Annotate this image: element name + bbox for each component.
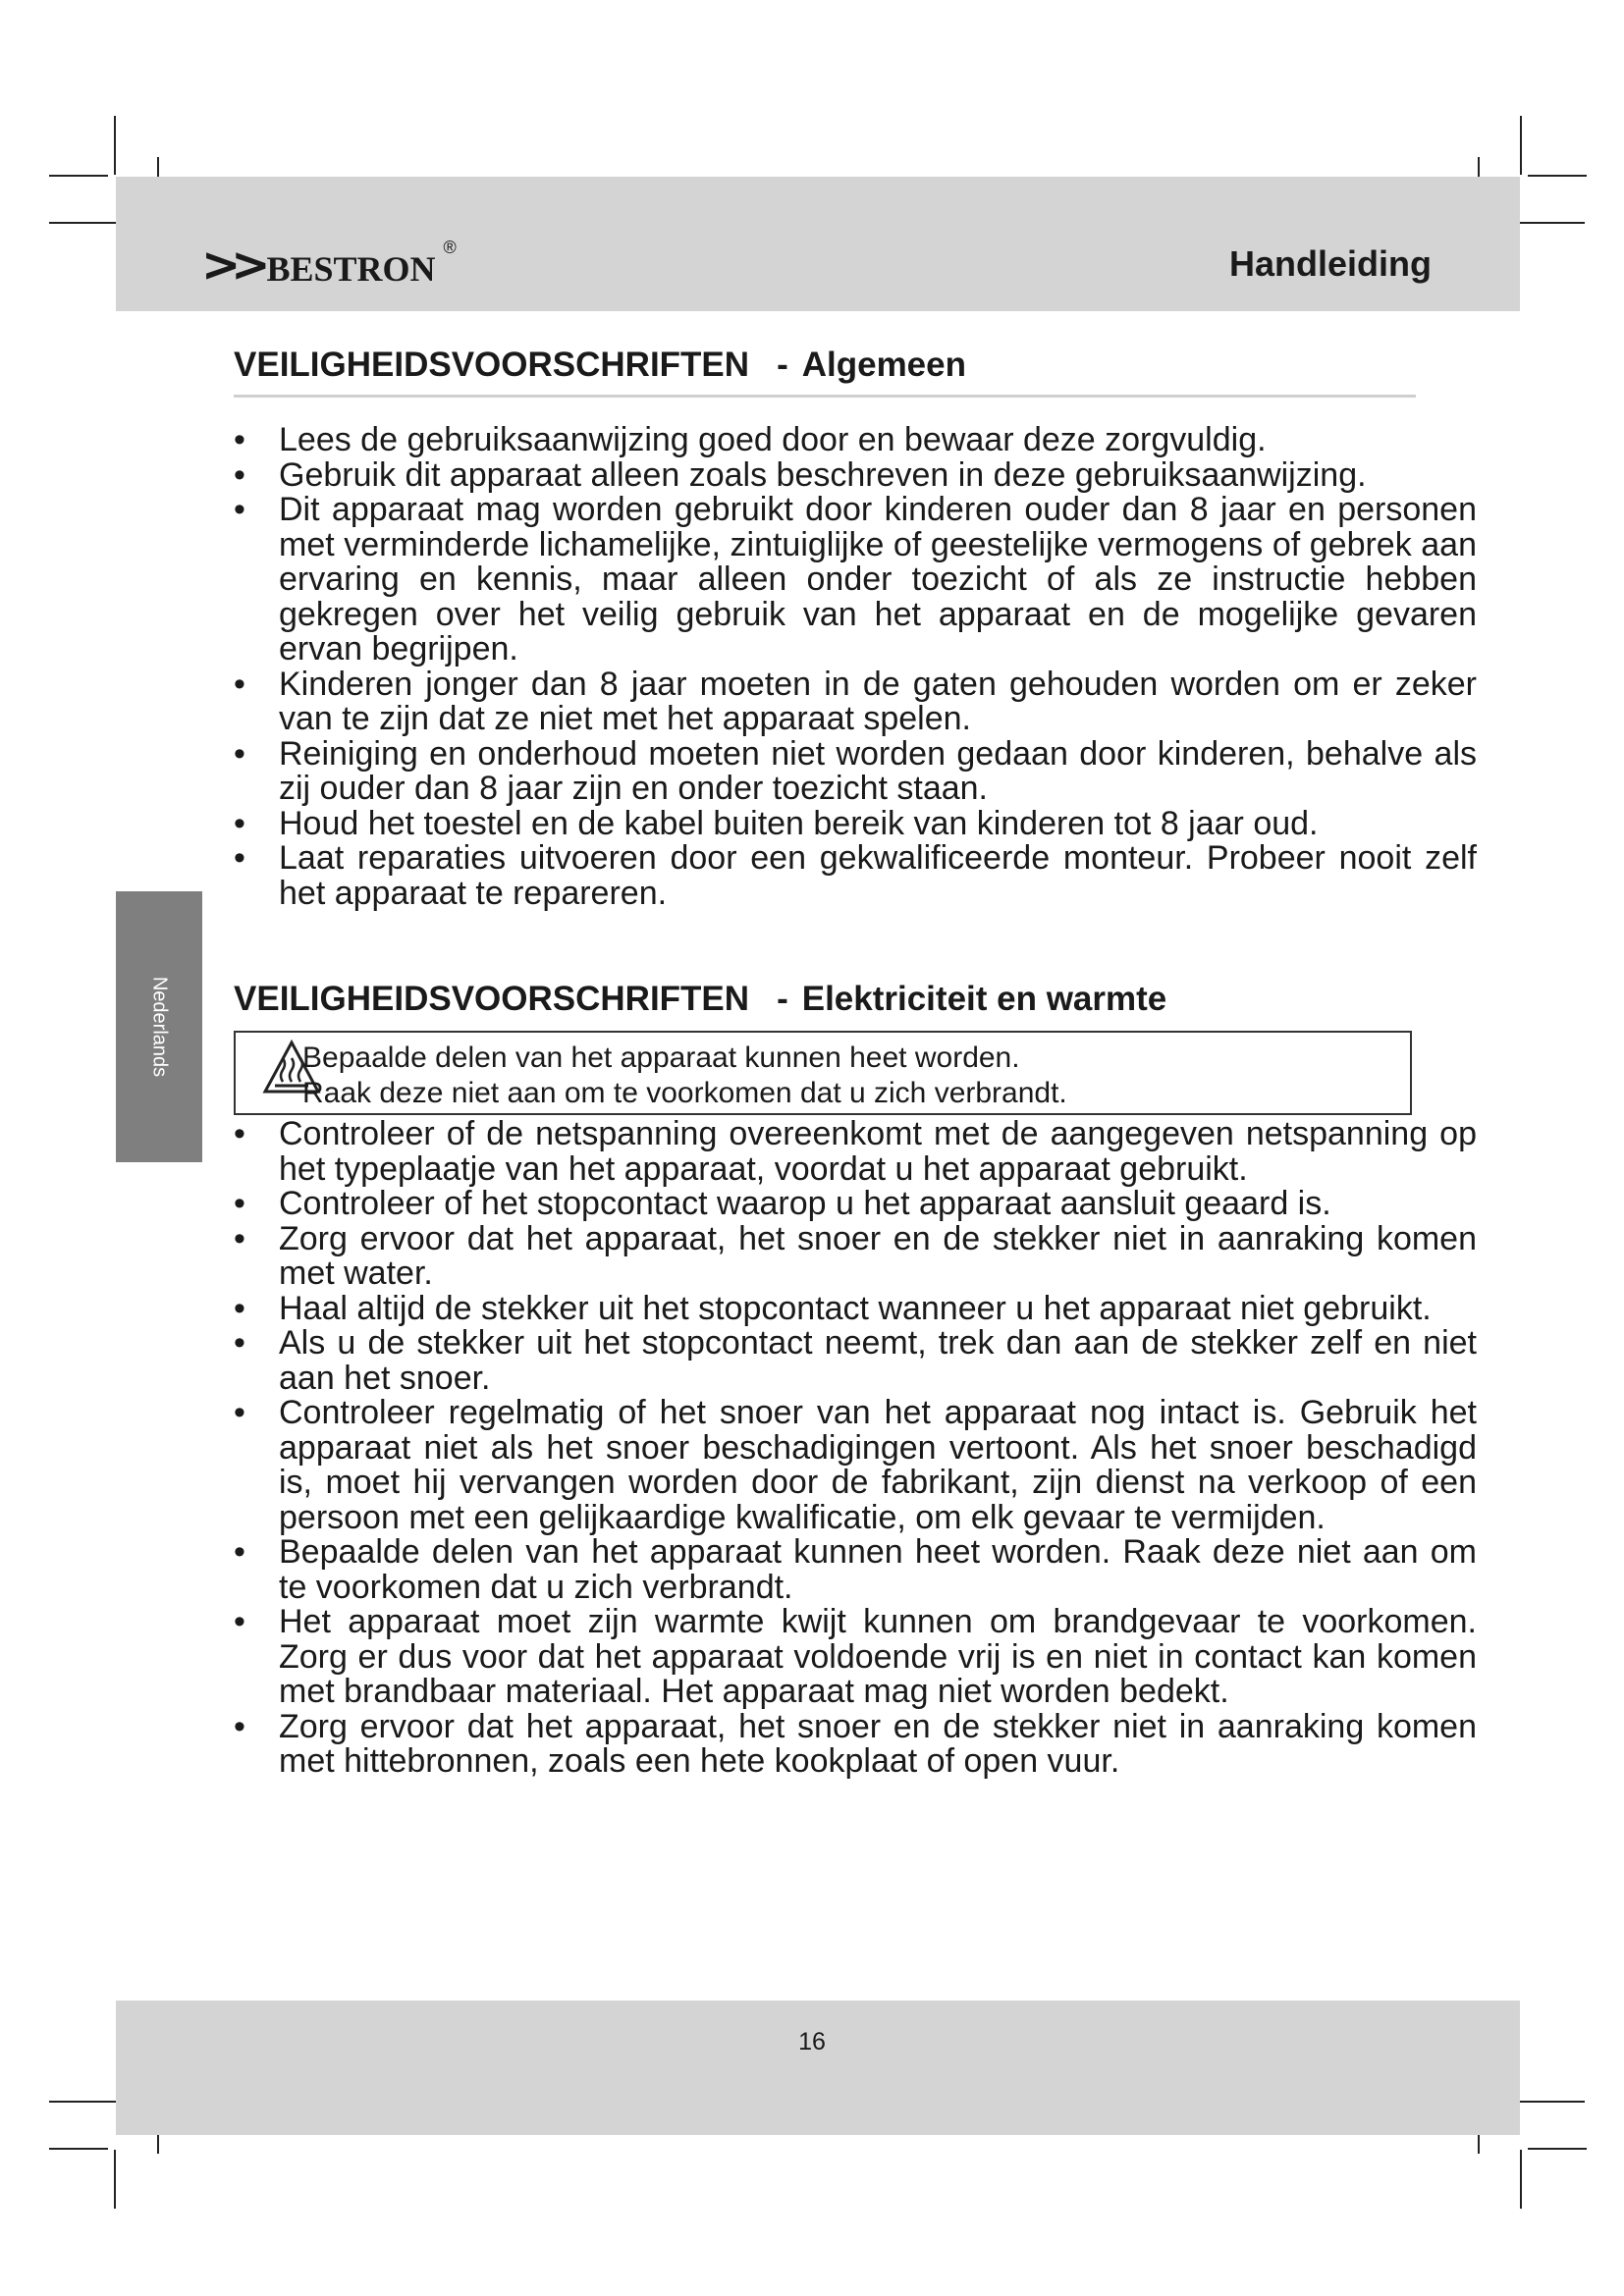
brand-logo (201, 236, 457, 294)
warning-text (302, 1041, 1067, 1111)
section-title-sub: Elektriciteit en warmte (801, 980, 1167, 1018)
section-divider (234, 395, 1416, 398)
list-item: • Zorg ervoor dat het apparaat, het snoer en de stekker niet in aanraking komen met hittebronnen, zoals een hete kookplaat of open vuur. (234, 1710, 1477, 1780)
list-item: • Controleer of het stopcontact waarop u het apparaat aansluit geaard is. (234, 1187, 1477, 1222)
list-item: • Controleer regelmatig of het snoer van het apparaat nog intact is. Gebruik het apparaat niet als het snoer beschadigingen vertoont. Als het snoer beschadigd is, moet hij vervangen worden door de fabrikant, zijn dienst na verkoop of een persoon met een gelijkaardige kwalificatie, om elk gevaar te vermijden. (234, 1396, 1477, 1535)
section-title (234, 346, 1477, 395)
crop-mark (114, 2150, 116, 2209)
registered-mark: ® (443, 237, 457, 257)
crop-mark (49, 2148, 108, 2150)
crop-mark (1520, 116, 1522, 175)
list-item: • Houd het toestel en de kabel buiten bereik van kinderen tot 8 jaar oud. (234, 807, 1477, 842)
section-title-sep: - (777, 346, 788, 384)
crop-mark (49, 175, 108, 177)
list-item: • Dit apparaat mag worden gebruikt door kinderen ouder dan 8 jaar en personen met verminderde lichamelijke, zintuiglijke of geestelijke vermogens of gebrek aan ervaring en kennis, maar alleen onder toezicht of als ze instructie hebben gekregen over het veilig gebruik van het apparaat en de mogelijke gevaren ervan begrijpen. (234, 493, 1477, 667)
language-tab-label: Nederlands (148, 976, 171, 1078)
hot-surface-warning (234, 1031, 1412, 1115)
warning-line: Raak deze niet aan om te voorkomen dat u zich verbrandt. (302, 1077, 1067, 1110)
section-general (234, 346, 1477, 911)
list-item: • Laat reparaties uitvoeren door een gekwalificeerde monteur. Probeer nooit zelf het apparaat te repareren. (234, 841, 1477, 911)
section-title-sep: - (777, 980, 788, 1018)
crop-mark (114, 116, 116, 175)
footer-band (116, 2001, 1520, 2135)
logo-chevrons-icon: >> (201, 238, 261, 293)
list-item: • Lees de gebruiksaanwijzing goed door en bewaar deze zorgvuldig. (234, 423, 1477, 458)
header-title: Handleiding (1229, 243, 1432, 284)
page-number: 16 (798, 2028, 826, 2056)
list-item: • Het apparaat moet zijn warmte kwijt kunnen om brandgevaar te voorkomen. Zorg er dus voor dat het apparaat voldoende vrij is en niet in contact kan komen met brandbaar materiaal. Het apparaat mag niet worden bedekt. (234, 1605, 1477, 1710)
list-item: • Gebruik dit apparaat alleen zoals beschreven in deze gebruiksaanwijzing. (234, 458, 1477, 494)
general-list (234, 423, 1477, 911)
electric-list (234, 1117, 1477, 1780)
list-item: • Reiniging en onderhoud moeten niet worden gedaan door kinderen, behalve als zij ouder dan 8 jaar zijn en onder toezicht staan. (234, 737, 1477, 807)
language-tab (116, 891, 202, 1162)
list-item: • Kinderen jonger dan 8 jaar moeten in de gaten gehouden worden om er zeker van te zijn dat ze niet met het apparaat spelen. (234, 667, 1477, 737)
list-item: • Haal altijd de stekker uit het stopcontact wanneer u het apparaat niet gebruikt. (234, 1292, 1477, 1327)
section-title-sub: Algemeen (801, 346, 966, 384)
list-item: • Zorg ervoor dat het apparaat, het snoer en de stekker niet in aanraking komen met water. (234, 1222, 1477, 1292)
warning-line: Bepaalde delen van het apparaat kunnen heet worden. (302, 1041, 1020, 1075)
crop-mark (1528, 2148, 1587, 2150)
crop-mark (1528, 175, 1587, 177)
list-item: • Als u de stekker uit het stopcontact neemt, trek dan aan de stekker zelf en niet aan het snoer. (234, 1326, 1477, 1396)
section-title-main: VEILIGHEIDSVOORSCHRIFTEN (234, 980, 750, 1018)
section-title-main: VEILIGHEIDSVOORSCHRIFTEN (234, 346, 750, 384)
logo-text: bestron (266, 237, 436, 293)
section-electric (234, 980, 1477, 1780)
list-item: • Bepaalde delen van het apparaat kunnen heet worden. Raak deze niet aan om te voorkomen dat u zich verbrandt. (234, 1535, 1477, 1605)
crop-mark (1520, 2150, 1522, 2209)
list-item: • Controleer of de netspanning overeenkomt met de aangegeven netspanning op het typeplaatje van het apparaat, voordat u het apparaat gebruikt. (234, 1117, 1477, 1187)
section-title (234, 980, 1477, 1025)
